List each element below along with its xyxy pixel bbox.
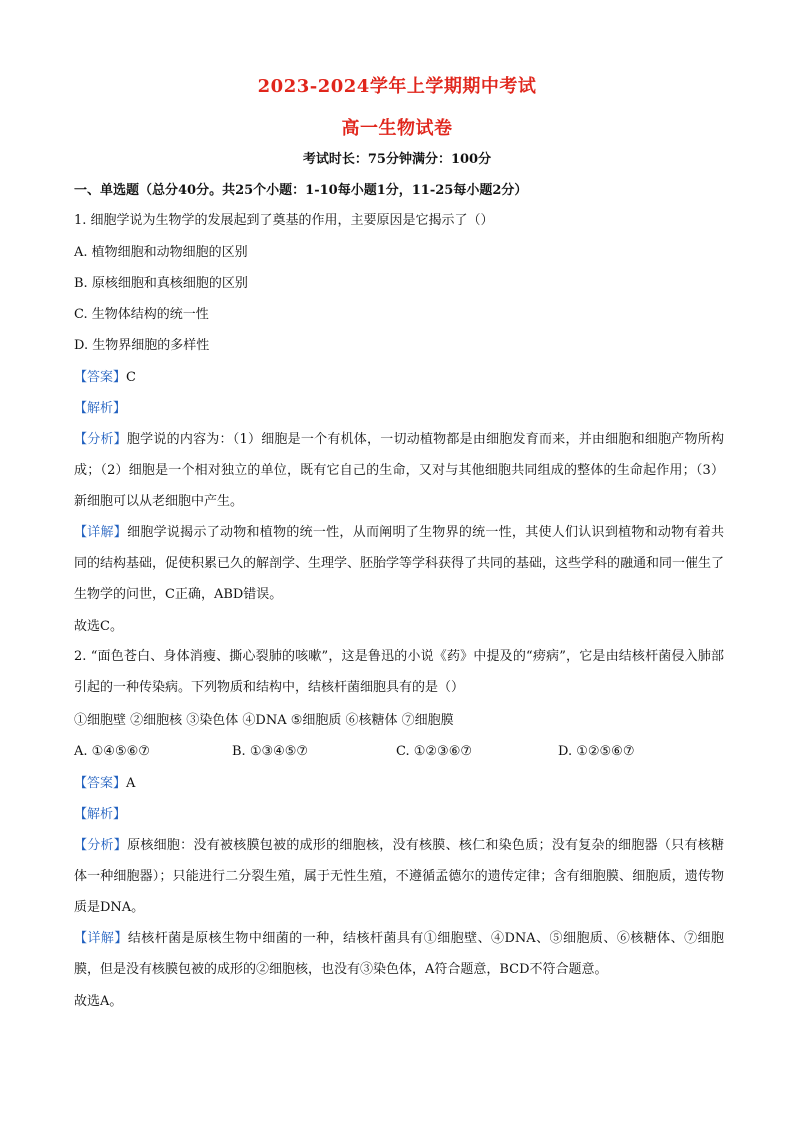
- answer-value: C: [126, 370, 136, 385]
- section-heading: 一、单选题（总分40分。共25个小题：1-10每小题1分，11-25每小题2分）: [74, 183, 528, 198]
- analysis-tag: 【解析】: [74, 401, 127, 416]
- exam-title: 2023-2024学年上学期期中考试: [257, 76, 537, 97]
- q2-fenxi: [74, 830, 724, 923]
- fenxi-text: 胞学说的内容为：（1）细胞是一个有机体，一切动植物都是由细胞发育而来，并由细胞和细胞产物所构成；（2）细胞是一个相对独立的单位，既有它自己的生命，又对与其他细胞共同组成的整体的生命起作用；（3）新细胞可以从老细胞中产生。: [74, 432, 724, 509]
- analysis-tag: 【解析】: [74, 807, 127, 822]
- q1-fenxi: [74, 424, 724, 517]
- fenxi-tag: 【分析】: [74, 432, 127, 447]
- q2-xiangjie: [74, 923, 724, 985]
- xiangjie-text: 细胞学说揭示了动物和植物的统一性，从而阐明了生物界的统一性，其使人们认识到植物和动物有着共同的结构基础，促使积累已久的解剖学、生理学、胚胎学等学科获得了共同的基础，这些学科的融通和同一催生了生物学的问世，C正确，ABD错误。: [74, 525, 725, 602]
- q2-options: [74, 743, 734, 761]
- q2-conclusion: 故选A。: [74, 994, 123, 1009]
- xiangjie-text: 结核杆菌是原核生物中细菌的一种，结核杆菌具有①细胞壁、④DNA、⑤细胞质、⑥核糖体、⑦细胞膜，但是没有核膜包被的成形的②细胞核，也没有③染色体，A符合题意，BCD不符合题意。: [74, 931, 724, 977]
- q2-items: ①细胞壁 ②细胞核 ③染色体 ④DNA ⑤细胞质 ⑥核糖体 ⑦细胞膜: [74, 713, 454, 728]
- q1-stem: 1. 细胞学说为生物学的发展起到了奠基的作用，主要原因是它揭示了（）: [74, 213, 494, 228]
- q2-stem: 2. “面色苍白、身体消瘦、撕心裂肺的咳嗽”，这是鲁迅的小说《药》中提及的“痨病”，它是由结核杆菌侵入肺部引起的一种传染病。下列物质和结构中，结核杆菌细胞具有的是（）: [74, 649, 724, 695]
- q1-conclusion: 故选C。: [74, 619, 123, 634]
- q1-answer: [74, 369, 734, 387]
- q1-xiangjie: [74, 517, 724, 610]
- xiangjie-tag: 【详解】: [74, 525, 128, 540]
- answer-tag: 【答案】: [74, 370, 127, 385]
- q2-option-d: D. ①②⑤⑥⑦: [558, 744, 635, 759]
- exam-subtitle: 高一生物试卷: [341, 118, 453, 139]
- q1-option-d: D. 生物界细胞的多样性: [74, 338, 210, 353]
- fenxi-tag: 【分析】: [74, 838, 128, 853]
- answer-tag: 【答案】: [74, 776, 127, 791]
- q2-option-a: A. ①④⑤⑥⑦: [74, 744, 150, 759]
- xiangjie-tag: 【详解】: [74, 931, 128, 946]
- q2-option-b: B. ①③④⑤⑦: [232, 744, 309, 759]
- q2-answer: [74, 775, 734, 793]
- exam-meta: 考试时长：75分钟满分：100分: [302, 152, 492, 167]
- q2-analysis-heading: [74, 806, 734, 824]
- answer-value: A: [126, 776, 136, 791]
- q1-option-b: B. 原核细胞和真核细胞的区别: [74, 276, 248, 291]
- q1-option-c: C. 生物体结构的统一性: [74, 307, 209, 322]
- q1-option-a: A. 植物细胞和动物细胞的区别: [74, 245, 248, 260]
- q1-analysis-heading: [74, 400, 734, 418]
- q2-option-c: C. ①②③⑥⑦: [396, 744, 473, 759]
- fenxi-text: 原核细胞：没有被核膜包被的成形的细胞核，没有核膜、核仁和染色质；没有复杂的细胞器（只有核糖体一种细胞器）；只能进行二分裂生殖，属于无性生殖，不遵循孟德尔的遗传定律；含有细胞膜、细胞质，遗传物质是DNA。: [74, 838, 724, 915]
